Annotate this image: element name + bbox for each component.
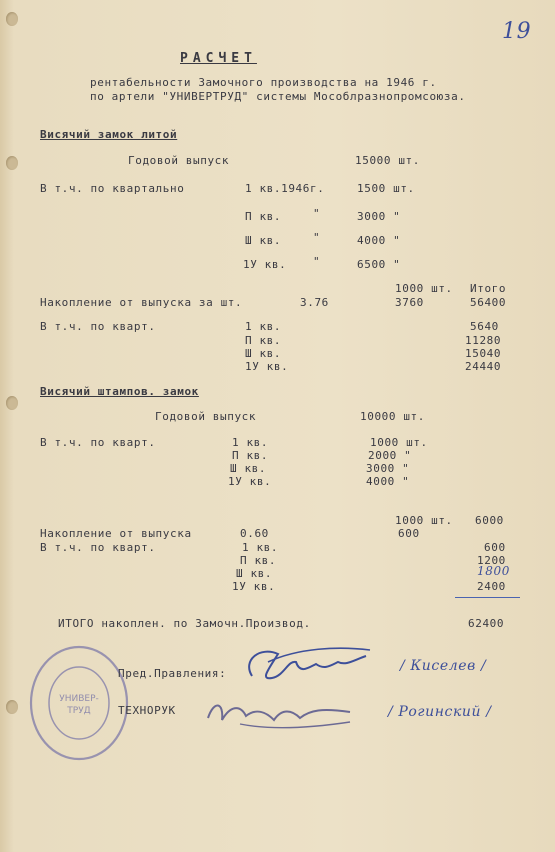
section1-accum-rate: 3.76	[300, 296, 329, 309]
binding-hole	[6, 156, 18, 170]
section2-annual-label: Годовой выпуск	[155, 410, 257, 423]
section1-quarter-label: 1У кв.	[243, 258, 287, 271]
section1-annual-value: 15000 шт.	[355, 154, 421, 167]
section2-by-quarter-value: 2400	[477, 580, 506, 593]
section1-quarter-value: 1500 шт.	[357, 182, 415, 195]
chair-signature	[238, 640, 378, 690]
ditto-mark: "	[313, 255, 321, 268]
section1-accum-total: 56400	[470, 296, 507, 309]
subtitle-line-1: рентабельности Замочного производства на 1946 г.	[90, 76, 437, 89]
section1-quarter-label: Ш кв.	[245, 234, 282, 247]
section2-by-quarter-label-item: 1 кв.	[242, 541, 279, 554]
section2-quarter-label: Ш кв.	[230, 462, 267, 475]
svg-text:ТРУД: ТРУД	[67, 706, 91, 716]
section1-by-quarter-label-item: П кв.	[245, 334, 282, 347]
column-header-total: Итого	[470, 282, 507, 295]
techlead-label: ТЕХНОРУК	[118, 704, 176, 717]
section2-by-quarter-label-item: 1У кв.	[232, 580, 276, 593]
section1-quarter-label: П кв.	[245, 210, 282, 223]
binding-hole	[6, 12, 18, 26]
section2-quarter-label: 1У кв.	[228, 475, 272, 488]
section1-by-quarter-value: 24440	[465, 360, 502, 373]
grand-total-value: 62400	[468, 617, 505, 630]
round-stamp	[28, 643, 130, 763]
section2-by-quarter-value: 600	[484, 541, 506, 554]
section2-quarter-value: 4000 "	[366, 475, 410, 488]
section1-by-quarter-value: 5640	[470, 320, 499, 333]
document-title: РАСЧЕТ	[180, 51, 257, 66]
chair-label: Пред.Правления:	[118, 667, 227, 680]
section1-quarter-value: 6500 "	[357, 258, 401, 271]
section1-by-quarter-label-item: Ш кв.	[245, 347, 282, 360]
section1-heading: Висячий замок литой	[40, 128, 178, 141]
binding-hole	[6, 396, 18, 410]
techlead-name: / Рогинский /	[388, 704, 492, 720]
section1-quarter-label: 1 кв.1946г.	[245, 182, 325, 195]
section1-quarter-value: 3000 "	[357, 210, 401, 223]
section2-quarter-label: П кв.	[232, 449, 269, 462]
techlead-signature	[200, 690, 360, 738]
sum-underline	[455, 597, 520, 598]
section1-by-quarter-label-item: 1У кв.	[245, 360, 289, 373]
section2-by-quarter-label-item: Ш кв.	[236, 567, 273, 580]
section1-quarter-value: 4000 "	[357, 234, 401, 247]
subtitle-line-2: по артели "УНИВЕРТРУД" системы Мособлразнопромсоюза.	[90, 90, 466, 103]
binding-hole	[6, 700, 18, 714]
section1-by-quarter-label-item: 1 кв.	[245, 320, 282, 333]
section1-accum-per1000: 3760	[395, 296, 424, 309]
section2-accum-rate: 0.60	[240, 527, 269, 540]
section2-quarter-label: 1 кв.	[232, 436, 269, 449]
section1-annual-label: Годовой выпуск	[128, 154, 230, 167]
section2-annual-value: 10000 шт.	[360, 410, 426, 423]
section2-accum-label: Накопление от выпуска	[40, 527, 192, 540]
ditto-mark: "	[313, 231, 321, 244]
section2-header-total: 6000	[475, 514, 504, 527]
section2-quarter-value: 2000 "	[368, 449, 412, 462]
section1-quarterly-label: В т.ч. по квартально	[40, 182, 185, 195]
grand-total-label: ИТОГО накоплен. по Замочн.Производ.	[58, 617, 311, 630]
section2-heading: Висячий штампов. замок	[40, 385, 199, 398]
section1-by-quarter-value: 15040	[465, 347, 502, 360]
section2-quarterly-label: В т.ч. по кварт.	[40, 436, 156, 449]
section2-accum-per1000: 600	[398, 527, 420, 540]
section2-by-quarter-value: 1200	[477, 554, 506, 567]
svg-text:УНИВЕР-: УНИВЕР-	[59, 694, 99, 704]
column-header-1000: 1000 шт.	[395, 282, 453, 295]
section1-by-quarter-value: 11280	[465, 334, 502, 347]
section2-quarter-value: 1000 шт.	[370, 436, 428, 449]
page-number: 19	[502, 19, 532, 44]
section2-by-quarter-label: В т.ч. по кварт.	[40, 541, 156, 554]
section1-by-quarter-label: В т.ч. по кварт.	[40, 320, 156, 333]
chair-name: / Киселев /	[400, 658, 487, 674]
section2-by-quarter-value: 1800	[477, 564, 510, 578]
section2-quarter-value: 3000 "	[366, 462, 410, 475]
section2-by-quarter-label-item: П кв.	[240, 554, 277, 567]
section1-accum-label: Накопление от выпуска за шт.	[40, 296, 243, 309]
ditto-mark: "	[313, 207, 321, 220]
section2-header-1000: 1000 шт.	[395, 514, 453, 527]
